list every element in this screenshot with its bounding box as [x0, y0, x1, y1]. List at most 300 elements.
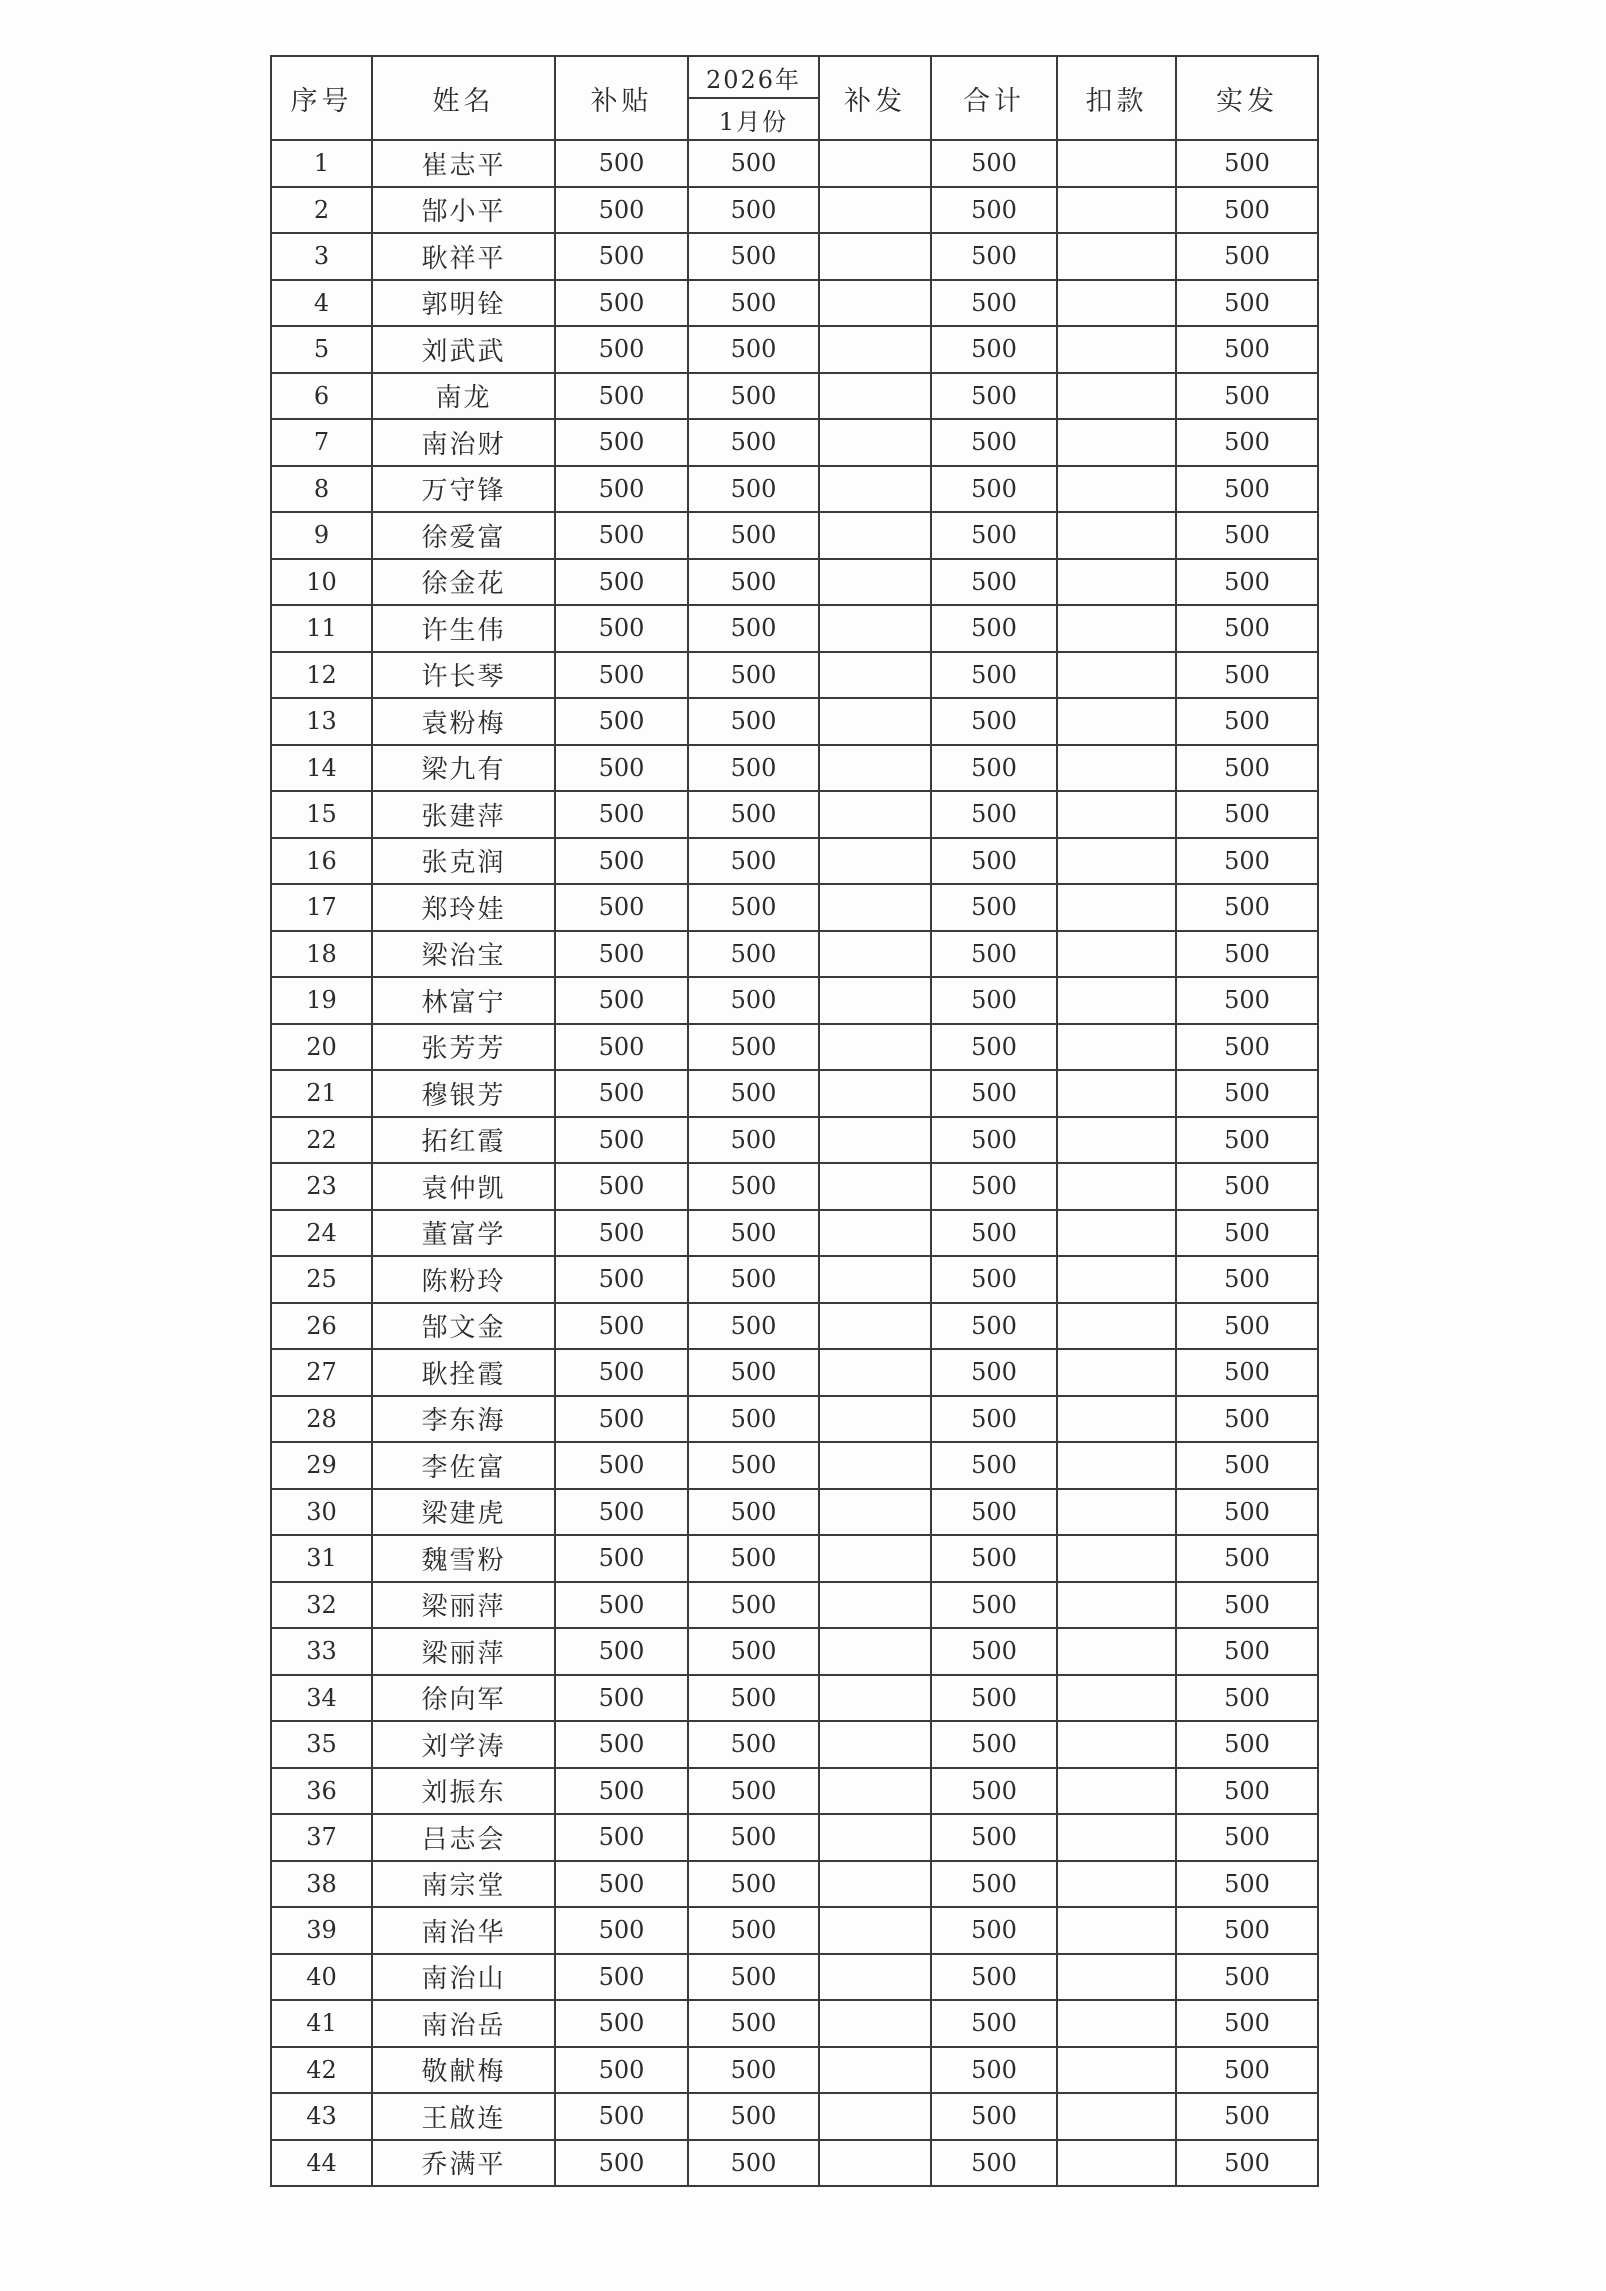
cell-index: 11 [271, 605, 372, 652]
cell-back-pay [819, 1954, 931, 2001]
cell-net: 500 [1176, 1628, 1318, 1675]
table-row [271, 1768, 1318, 1815]
cell-back-pay [819, 1024, 931, 1071]
cell-total: 500 [931, 977, 1057, 1024]
cell-net: 500 [1176, 233, 1318, 280]
cell-subsidy: 500 [555, 1954, 688, 2001]
cell-back-pay [819, 1070, 931, 1117]
table-row [271, 512, 1318, 559]
cell-month: 500 [688, 1256, 819, 1303]
cell-subsidy: 500 [555, 1861, 688, 1908]
cell-name: 南治华 [372, 1907, 555, 1954]
table-row [271, 559, 1318, 606]
cell-month: 500 [688, 1721, 819, 1768]
cell-total: 500 [931, 140, 1057, 187]
cell-subsidy: 500 [555, 1582, 688, 1629]
cell-name: 徐向军 [372, 1675, 555, 1722]
cell-deduction [1057, 977, 1176, 1024]
cell-back-pay [819, 466, 931, 513]
cell-deduction [1057, 2000, 1176, 2047]
cell-month: 500 [688, 187, 819, 234]
table-row [271, 698, 1318, 745]
cell-deduction [1057, 1396, 1176, 1443]
cell-index: 1 [271, 140, 372, 187]
cell-total: 500 [931, 1675, 1057, 1722]
cell-total: 500 [931, 1210, 1057, 1257]
cell-index: 7 [271, 419, 372, 466]
cell-name: 张建萍 [372, 791, 555, 838]
table-row [271, 233, 1318, 280]
cell-deduction [1057, 1303, 1176, 1350]
cell-month: 500 [688, 1163, 819, 1210]
cell-subsidy: 500 [555, 559, 688, 606]
cell-total: 500 [931, 652, 1057, 699]
cell-deduction [1057, 1442, 1176, 1489]
subsidy-roster-table [270, 55, 1319, 2187]
cell-subsidy: 500 [555, 2093, 688, 2140]
cell-index: 9 [271, 512, 372, 559]
cell-month: 500 [688, 1396, 819, 1443]
cell-total: 500 [931, 280, 1057, 327]
cell-net: 500 [1176, 977, 1318, 1024]
cell-deduction [1057, 2140, 1176, 2187]
cell-deduction [1057, 931, 1176, 978]
cell-net: 500 [1176, 2000, 1318, 2047]
cell-back-pay [819, 838, 931, 885]
cell-subsidy: 500 [555, 1489, 688, 1536]
cell-back-pay [819, 373, 931, 420]
cell-index: 20 [271, 1024, 372, 1071]
cell-deduction [1057, 280, 1176, 327]
cell-month: 500 [688, 373, 819, 420]
cell-deduction [1057, 233, 1176, 280]
cell-index: 15 [271, 791, 372, 838]
cell-index: 14 [271, 745, 372, 792]
cell-net: 500 [1176, 1442, 1318, 1489]
cell-net: 500 [1176, 1163, 1318, 1210]
table-row [271, 838, 1318, 885]
cell-deduction [1057, 1489, 1176, 1536]
cell-month: 500 [688, 1582, 819, 1629]
table-row [271, 280, 1318, 327]
cell-index: 43 [271, 2093, 372, 2140]
table-row [271, 884, 1318, 931]
cell-subsidy: 500 [555, 1535, 688, 1582]
cell-net: 500 [1176, 1396, 1318, 1443]
cell-name: 南龙 [372, 373, 555, 420]
cell-month: 500 [688, 605, 819, 652]
cell-name: 南治岳 [372, 2000, 555, 2047]
cell-subsidy: 500 [555, 1442, 688, 1489]
cell-month: 500 [688, 698, 819, 745]
cell-index: 24 [271, 1210, 372, 1257]
cell-name: 梁治宝 [372, 931, 555, 978]
cell-total: 500 [931, 2000, 1057, 2047]
cell-total: 500 [931, 559, 1057, 606]
cell-deduction [1057, 1117, 1176, 1164]
cell-net: 500 [1176, 1907, 1318, 1954]
cell-net: 500 [1176, 605, 1318, 652]
cell-name: 敬献梅 [372, 2047, 555, 2094]
cell-name: 梁九有 [372, 745, 555, 792]
cell-month: 500 [688, 2140, 819, 2187]
cell-net: 500 [1176, 140, 1318, 187]
cell-deduction [1057, 1256, 1176, 1303]
cell-subsidy: 500 [555, 1117, 688, 1164]
cell-subsidy: 500 [555, 280, 688, 327]
table-body [271, 140, 1318, 2186]
cell-net: 500 [1176, 1721, 1318, 1768]
cell-net: 500 [1176, 466, 1318, 513]
cell-deduction [1057, 2047, 1176, 2094]
cell-subsidy: 500 [555, 838, 688, 885]
cell-deduction [1057, 1861, 1176, 1908]
cell-net: 500 [1176, 1954, 1318, 2001]
cell-index: 13 [271, 698, 372, 745]
cell-name: 魏雪粉 [372, 1535, 555, 1582]
cell-net: 500 [1176, 559, 1318, 606]
cell-name: 袁粉梅 [372, 698, 555, 745]
cell-subsidy: 500 [555, 884, 688, 931]
cell-deduction [1057, 373, 1176, 420]
cell-deduction [1057, 1768, 1176, 1815]
cell-back-pay [819, 1489, 931, 1536]
cell-net: 500 [1176, 1814, 1318, 1861]
cell-deduction [1057, 466, 1176, 513]
cell-subsidy: 500 [555, 140, 688, 187]
cell-name: 南宗堂 [372, 1861, 555, 1908]
header-year: 2026年 [688, 56, 819, 98]
cell-total: 500 [931, 2140, 1057, 2187]
cell-net: 500 [1176, 838, 1318, 885]
cell-index: 21 [271, 1070, 372, 1117]
cell-month: 500 [688, 1628, 819, 1675]
cell-name: 吕志会 [372, 1814, 555, 1861]
cell-subsidy: 500 [555, 698, 688, 745]
cell-index: 26 [271, 1303, 372, 1350]
cell-deduction [1057, 1628, 1176, 1675]
cell-back-pay [819, 605, 931, 652]
cell-name: 董富学 [372, 1210, 555, 1257]
cell-back-pay [819, 1442, 931, 1489]
table-row [271, 466, 1318, 513]
cell-deduction [1057, 1349, 1176, 1396]
cell-total: 500 [931, 1535, 1057, 1582]
cell-month: 500 [688, 1768, 819, 1815]
cell-back-pay [819, 698, 931, 745]
cell-total: 500 [931, 1814, 1057, 1861]
cell-deduction [1057, 838, 1176, 885]
cell-total: 500 [931, 1489, 1057, 1536]
table-row [271, 1582, 1318, 1629]
cell-net: 500 [1176, 1861, 1318, 1908]
cell-month: 500 [688, 977, 819, 1024]
cell-deduction [1057, 884, 1176, 931]
cell-total: 500 [931, 233, 1057, 280]
cell-month: 500 [688, 838, 819, 885]
table-row [271, 1163, 1318, 1210]
cell-net: 500 [1176, 280, 1318, 327]
cell-subsidy: 500 [555, 1024, 688, 1071]
cell-deduction [1057, 1954, 1176, 2001]
cell-name: 刘振东 [372, 1768, 555, 1815]
cell-month: 500 [688, 652, 819, 699]
cell-name: 郑玲娃 [372, 884, 555, 931]
cell-subsidy: 500 [555, 1210, 688, 1257]
cell-back-pay [819, 233, 931, 280]
table-row [271, 140, 1318, 187]
cell-total: 500 [931, 1442, 1057, 1489]
cell-subsidy: 500 [555, 233, 688, 280]
cell-index: 23 [271, 1163, 372, 1210]
cell-month: 500 [688, 1349, 819, 1396]
cell-month: 500 [688, 1675, 819, 1722]
cell-back-pay [819, 1535, 931, 1582]
cell-name: 郭明铨 [372, 280, 555, 327]
cell-back-pay [819, 140, 931, 187]
cell-back-pay [819, 745, 931, 792]
cell-index: 4 [271, 280, 372, 327]
cell-net: 500 [1176, 1535, 1318, 1582]
cell-back-pay [819, 977, 931, 1024]
cell-month: 500 [688, 884, 819, 931]
table-row [271, 419, 1318, 466]
cell-index: 22 [271, 1117, 372, 1164]
cell-back-pay [819, 791, 931, 838]
cell-back-pay [819, 1256, 931, 1303]
cell-name: 梁建虎 [372, 1489, 555, 1536]
table-header [271, 56, 1318, 140]
table-row [271, 1489, 1318, 1536]
cell-index: 30 [271, 1489, 372, 1536]
cell-subsidy: 500 [555, 1396, 688, 1443]
cell-subsidy: 500 [555, 1256, 688, 1303]
cell-total: 500 [931, 745, 1057, 792]
cell-index: 12 [271, 652, 372, 699]
cell-net: 500 [1176, 1070, 1318, 1117]
cell-index: 18 [271, 931, 372, 978]
cell-name: 梁丽萍 [372, 1582, 555, 1629]
cell-index: 38 [271, 1861, 372, 1908]
cell-net: 500 [1176, 1675, 1318, 1722]
cell-deduction [1057, 1675, 1176, 1722]
cell-name: 张芳芳 [372, 1024, 555, 1071]
header-net: 实发 [1176, 56, 1318, 140]
cell-subsidy: 500 [555, 977, 688, 1024]
table-row [271, 1349, 1318, 1396]
cell-index: 17 [271, 884, 372, 931]
cell-back-pay [819, 419, 931, 466]
header-month: 1月份 [688, 98, 819, 140]
cell-month: 500 [688, 326, 819, 373]
cell-index: 37 [271, 1814, 372, 1861]
cell-back-pay [819, 512, 931, 559]
cell-back-pay [819, 2140, 931, 2187]
table-row [271, 791, 1318, 838]
cell-net: 500 [1176, 2140, 1318, 2187]
cell-net: 500 [1176, 1768, 1318, 1815]
cell-name: 万守锋 [372, 466, 555, 513]
cell-subsidy: 500 [555, 2140, 688, 2187]
cell-total: 500 [931, 1954, 1057, 2001]
cell-month: 500 [688, 1535, 819, 1582]
cell-month: 500 [688, 466, 819, 513]
cell-subsidy: 500 [555, 512, 688, 559]
cell-subsidy: 500 [555, 1721, 688, 1768]
cell-net: 500 [1176, 791, 1318, 838]
cell-total: 500 [931, 931, 1057, 978]
cell-month: 500 [688, 1210, 819, 1257]
cell-subsidy: 500 [555, 2047, 688, 2094]
cell-total: 500 [931, 512, 1057, 559]
cell-month: 500 [688, 791, 819, 838]
cell-total: 500 [931, 1024, 1057, 1071]
cell-deduction [1057, 559, 1176, 606]
table-row [271, 977, 1318, 1024]
cell-index: 28 [271, 1396, 372, 1443]
cell-month: 500 [688, 1954, 819, 2001]
cell-deduction [1057, 1024, 1176, 1071]
cell-back-pay [819, 1582, 931, 1629]
table-row [271, 1256, 1318, 1303]
cell-deduction [1057, 698, 1176, 745]
cell-deduction [1057, 2093, 1176, 2140]
cell-total: 500 [931, 1396, 1057, 1443]
cell-net: 500 [1176, 187, 1318, 234]
table-row [271, 1628, 1318, 1675]
cell-name: 袁仲凯 [372, 1163, 555, 1210]
cell-subsidy: 500 [555, 326, 688, 373]
cell-subsidy: 500 [555, 1163, 688, 1210]
cell-net: 500 [1176, 1256, 1318, 1303]
cell-index: 2 [271, 187, 372, 234]
cell-total: 500 [931, 2093, 1057, 2140]
cell-subsidy: 500 [555, 1675, 688, 1722]
cell-total: 500 [931, 1303, 1057, 1350]
cell-back-pay [819, 559, 931, 606]
cell-deduction [1057, 1070, 1176, 1117]
cell-back-pay [819, 931, 931, 978]
cell-index: 5 [271, 326, 372, 373]
cell-subsidy: 500 [555, 187, 688, 234]
cell-name: 徐金花 [372, 559, 555, 606]
cell-net: 500 [1176, 419, 1318, 466]
cell-deduction [1057, 419, 1176, 466]
cell-deduction [1057, 1907, 1176, 1954]
table-row [271, 1907, 1318, 1954]
header-subsidy: 补贴 [555, 56, 688, 140]
cell-back-pay [819, 652, 931, 699]
cell-name: 南治山 [372, 1954, 555, 2001]
cell-total: 500 [931, 1768, 1057, 1815]
cell-index: 25 [271, 1256, 372, 1303]
cell-deduction [1057, 605, 1176, 652]
cell-net: 500 [1176, 1303, 1318, 1350]
cell-back-pay [819, 1349, 931, 1396]
cell-total: 500 [931, 791, 1057, 838]
cell-month: 500 [688, 559, 819, 606]
cell-subsidy: 500 [555, 1303, 688, 1350]
cell-total: 500 [931, 605, 1057, 652]
cell-net: 500 [1176, 1489, 1318, 1536]
cell-name: 刘学涛 [372, 1721, 555, 1768]
cell-total: 500 [931, 838, 1057, 885]
cell-back-pay [819, 1163, 931, 1210]
table-row [271, 1210, 1318, 1257]
cell-index: 6 [271, 373, 372, 420]
table-row [271, 1024, 1318, 1071]
cell-deduction [1057, 745, 1176, 792]
cell-subsidy: 500 [555, 652, 688, 699]
header-deduction: 扣款 [1057, 56, 1176, 140]
cell-back-pay [819, 1628, 931, 1675]
cell-month: 500 [688, 233, 819, 280]
cell-subsidy: 500 [555, 1628, 688, 1675]
cell-name: 郜小平 [372, 187, 555, 234]
cell-back-pay [819, 1396, 931, 1443]
cell-month: 500 [688, 1814, 819, 1861]
cell-total: 500 [931, 698, 1057, 745]
table-row [271, 2047, 1318, 2094]
cell-index: 36 [271, 1768, 372, 1815]
cell-deduction [1057, 1814, 1176, 1861]
cell-index: 33 [271, 1628, 372, 1675]
cell-name: 南治财 [372, 419, 555, 466]
cell-back-pay [819, 1303, 931, 1350]
cell-name: 张克润 [372, 838, 555, 885]
table-row [271, 1814, 1318, 1861]
cell-total: 500 [931, 1256, 1057, 1303]
cell-name: 刘武武 [372, 326, 555, 373]
cell-total: 500 [931, 326, 1057, 373]
cell-name: 耿拴霞 [372, 1349, 555, 1396]
cell-total: 500 [931, 2047, 1057, 2094]
cell-back-pay [819, 2093, 931, 2140]
cell-back-pay [819, 280, 931, 327]
cell-subsidy: 500 [555, 1070, 688, 1117]
cell-deduction [1057, 1163, 1176, 1210]
cell-back-pay [819, 1907, 931, 1954]
cell-subsidy: 500 [555, 419, 688, 466]
cell-total: 500 [931, 1861, 1057, 1908]
cell-name: 许长琴 [372, 652, 555, 699]
cell-deduction [1057, 1582, 1176, 1629]
cell-back-pay [819, 1117, 931, 1164]
cell-index: 31 [271, 1535, 372, 1582]
table-row [271, 1070, 1318, 1117]
cell-total: 500 [931, 1163, 1057, 1210]
cell-total: 500 [931, 884, 1057, 931]
cell-deduction [1057, 652, 1176, 699]
cell-month: 500 [688, 280, 819, 327]
table-row [271, 187, 1318, 234]
table-row [271, 745, 1318, 792]
cell-month: 500 [688, 931, 819, 978]
cell-month: 500 [688, 2000, 819, 2047]
cell-net: 500 [1176, 326, 1318, 373]
cell-index: 41 [271, 2000, 372, 2047]
cell-net: 500 [1176, 1349, 1318, 1396]
cell-month: 500 [688, 2047, 819, 2094]
cell-month: 500 [688, 1861, 819, 1908]
table-row [271, 931, 1318, 978]
cell-back-pay [819, 1768, 931, 1815]
cell-name: 李佐富 [372, 1442, 555, 1489]
cell-index: 3 [271, 233, 372, 280]
cell-back-pay [819, 2000, 931, 2047]
cell-deduction [1057, 187, 1176, 234]
cell-subsidy: 500 [555, 1907, 688, 1954]
